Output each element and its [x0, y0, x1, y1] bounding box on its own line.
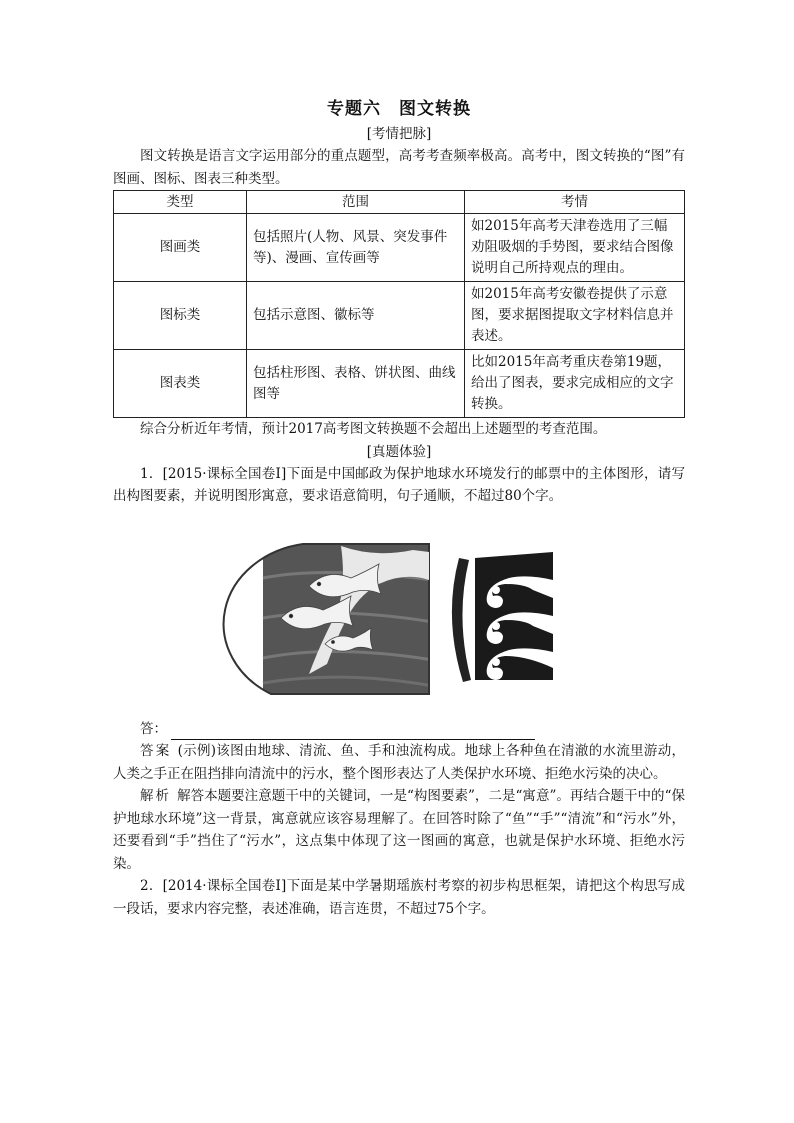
table-row	[114, 282, 685, 350]
table-row	[114, 214, 685, 282]
table-header-range: 范围	[247, 191, 465, 214]
answer-paragraph	[113, 740, 685, 785]
table-cell-exam: 比如2015年高考重庆卷第19题，给出了图表，要求完成相应的文字转换。	[465, 350, 685, 418]
question-2: 2．[2014·课标全国卷Ⅰ]下面是某中学暑期瑶族村考察的初步构思框架，请把这个构思写成一段话，要求内容完整，表述准确，语言连贯，不超过75个字。	[113, 878, 685, 917]
analysis-label: 解析	[140, 788, 172, 804]
table-cell-exam: 如2015年高考天津卷选用了三幅劝阻吸烟的手势图，要求结合图像说明自己所持观点的理由。	[465, 214, 685, 282]
stamp-illustration	[113, 518, 685, 704]
answer-line-row	[113, 718, 685, 741]
table-cell-range: 包括示意图、徽标等	[247, 282, 465, 350]
answer-text: (示例)该图由地球、清流、鱼、手和浊流构成。地球上各种鱼在清澈的水流里游动，人类之手正在阻挡排向清流中的污水，整个图形表达了人类保护水环境、拒绝水污染的决心。	[113, 743, 685, 782]
exam-type-table	[113, 190, 685, 418]
analysis-paragraph	[113, 785, 685, 875]
summary-paragraph: 综合分析近年考情，预计2017高考图文转换题不会超出上述题型的考查范围。	[140, 421, 607, 437]
analysis-text: 解答本题要注意题干中的关键词，一是“构图要素”，二是“寓意”。再结合题干中的“保护地球水环境”这一背景，寓意就应该容易理解了。在回答时除了“鱼”“手”“清流”和“污水”外，还要看到“手”挡住了“污水”，这点集中体现了这一图画的寓意，也就是保护水环境、拒绝水污染。	[113, 788, 686, 872]
section-heading-kaoqing: [考情把脉]	[366, 126, 432, 142]
table-cell-range: 包括照片(人物、风景、突发事件等)、漫画、宣传画等	[247, 214, 465, 282]
hand-shape	[452, 558, 471, 682]
page-content	[113, 96, 685, 920]
table-cell-type: 图表类	[114, 350, 247, 418]
section-heading-zhenti: [真题体验]	[366, 443, 432, 460]
table-row	[114, 350, 685, 418]
table-header-row	[114, 191, 685, 214]
stamp-figure	[113, 518, 685, 704]
answer-prefix: 答：	[140, 720, 167, 737]
polluted-wave-shape	[475, 552, 553, 680]
table-cell-exam: 如2015年高考安徽卷提供了示意图，要求据图提取文字材料信息并表述。	[465, 282, 685, 350]
page-title: 专题六 图文转换	[327, 99, 471, 119]
question-1: 1．[2015·课标全国卷Ⅰ]下面是中国邮政为保护地球水环境发行的邮票中的主体图形，请写出构图要素，并说明图形寓意，要求语意简明，句子通顺，不超过80个字。	[113, 465, 685, 504]
table-cell-type: 图标类	[114, 282, 247, 350]
table-header-exam: 考情	[465, 191, 685, 214]
answer-blank-line[interactable]	[171, 725, 535, 740]
table-cell-type: 图画类	[114, 214, 247, 282]
intro-paragraph: 图文转换是语言文字运用部分的重点题型，高考考查频率极高。高考中，图文转换的“图”有图画、图标、图表三种类型。	[113, 148, 685, 187]
answer-label: 答案	[140, 743, 172, 759]
table-cell-range: 包括柱形图、表格、饼状图、曲线图等	[247, 350, 465, 418]
table-header-type: 类型	[114, 191, 247, 214]
